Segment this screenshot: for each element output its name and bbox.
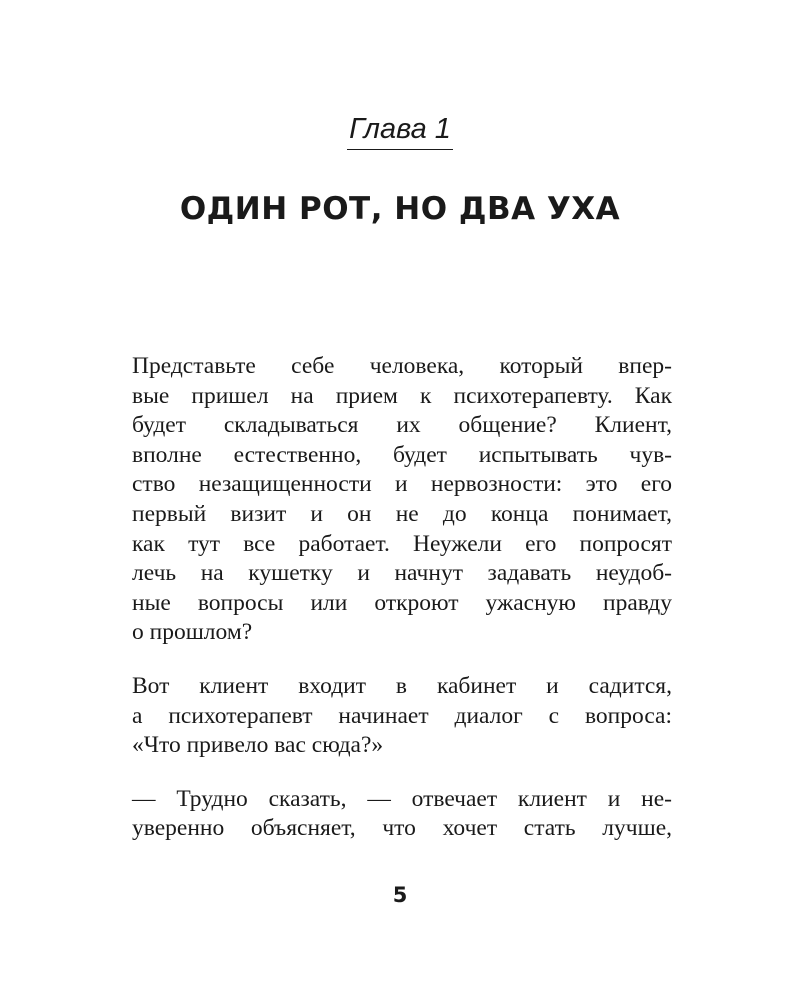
text-line: будет складываться их общение? Клиент, <box>132 412 672 439</box>
chapter-title: ОДИН РОТ, НО ДВА УХА <box>179 191 621 227</box>
paragraph <box>132 672 672 761</box>
page-number: 5 <box>392 883 408 907</box>
text-line: Представьте себе человека, который впер- <box>132 353 672 379</box>
paragraph <box>132 352 672 648</box>
text-line: ные вопросы или откроют ужасную правду <box>132 589 672 616</box>
body-text <box>132 352 672 868</box>
text-line: — Трудно сказать, — отвечает клиент и не- <box>132 785 672 812</box>
text-line: первый визит и он не до конца понимает, <box>132 500 672 527</box>
text-line: «Что привело вас сюда?» <box>132 732 384 759</box>
text-line: вые пришел на прием к психотерапевту. Как <box>132 382 672 409</box>
chapter-label <box>0 112 800 150</box>
text-line: Вот клиент входит в кабинет и садится, <box>132 672 672 699</box>
text-line: вполне естественно, будет испытывать чув- <box>132 441 672 468</box>
text-line: ство незащищенности и нервозности: это его <box>132 471 672 498</box>
text-line: лечь на кушетку и начнут задавать неудоб- <box>132 560 672 587</box>
chapter-label-text: Глава 1 <box>347 112 453 150</box>
text-line: о прошлом? <box>132 619 253 646</box>
text-line: а психотерапевт начинает диалог с вопроса: <box>132 702 672 729</box>
text-line: уверенно объясняет, что хочет стать лучше, <box>132 815 672 842</box>
text-line: как тут все работает. Неужели его попросят <box>132 530 672 557</box>
paragraph <box>132 785 672 844</box>
